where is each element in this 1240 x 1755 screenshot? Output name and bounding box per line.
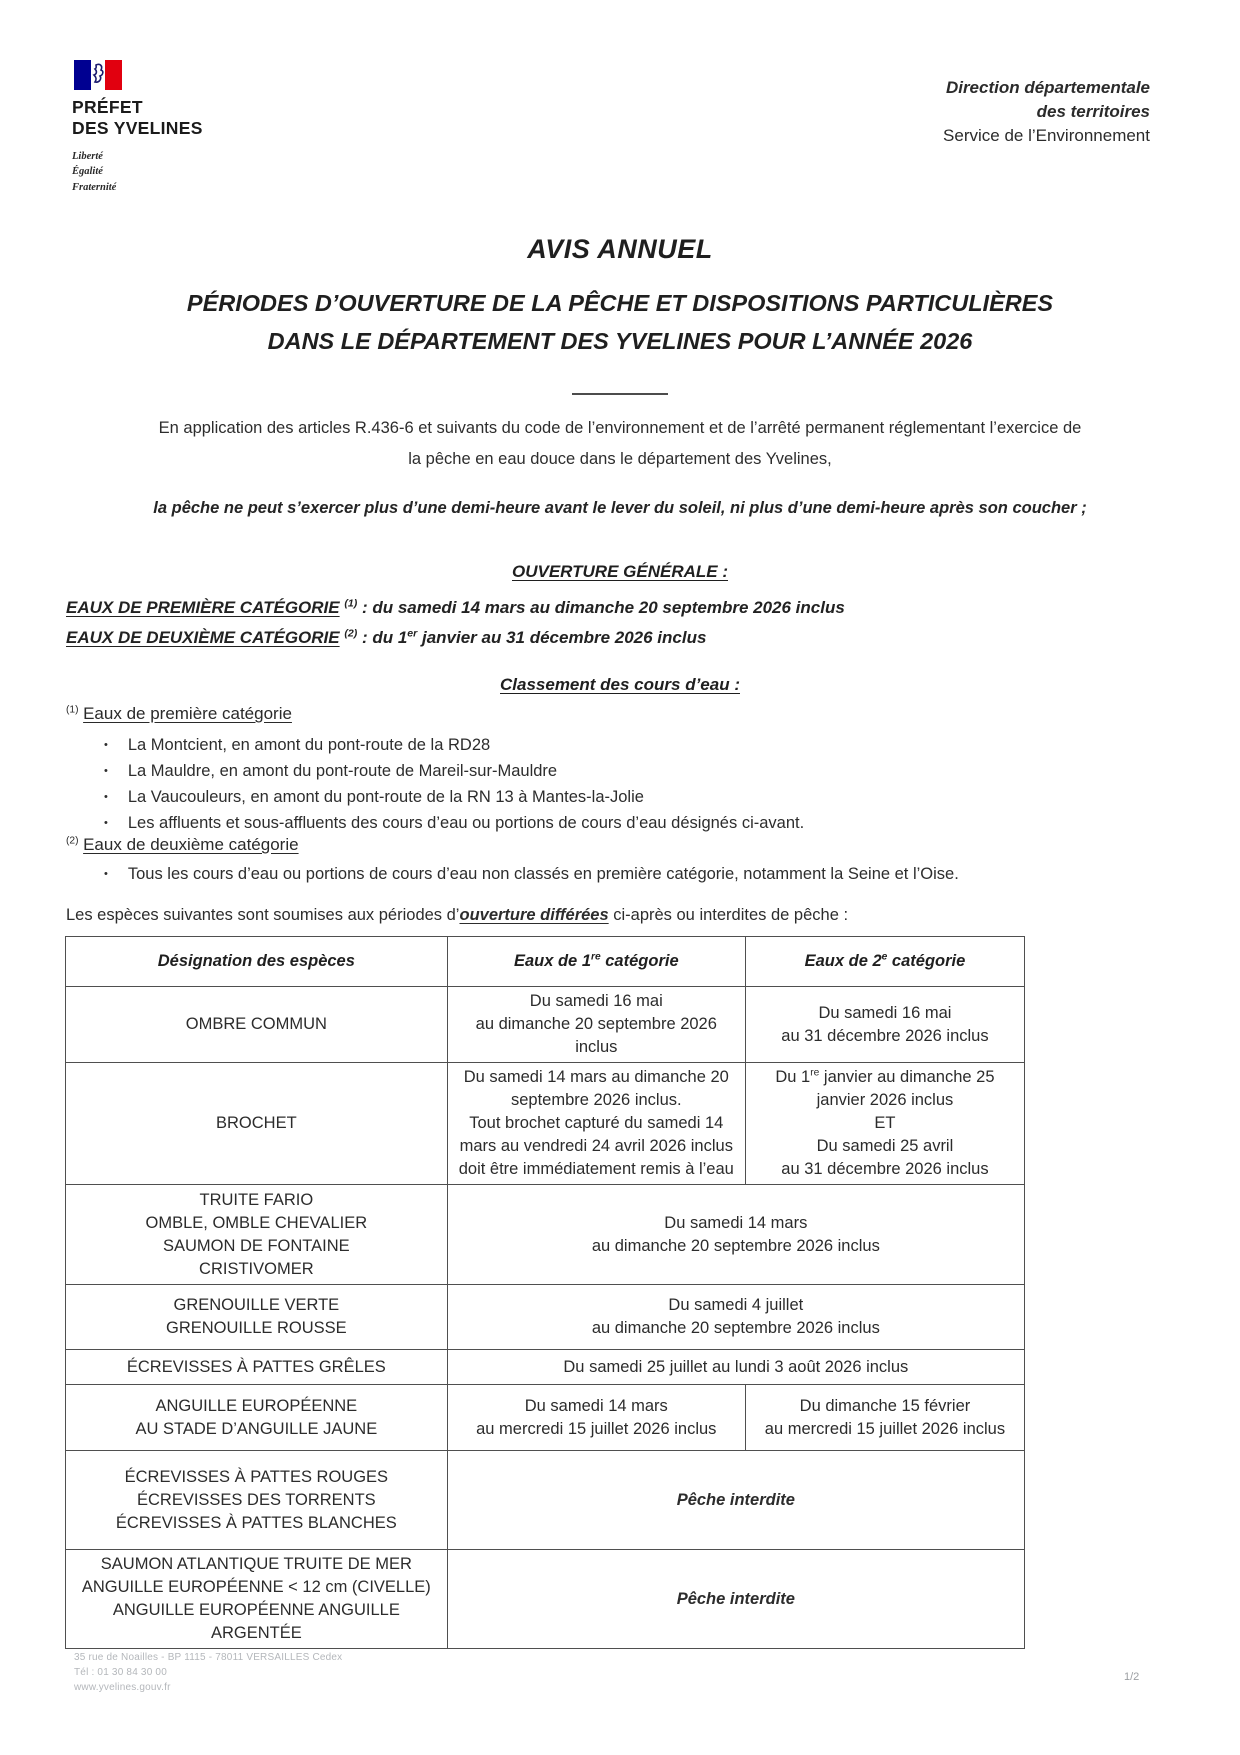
col-header-species: Désignation des espèces bbox=[66, 937, 448, 987]
footer-phone: Tél : 01 30 84 30 00 bbox=[74, 1667, 167, 1678]
direction-line1: Direction départementale bbox=[945, 78, 1150, 97]
cell-species: SAUMON ATLANTIQUE TRUITE DE MER ANGUILLE EUROPÉENNE < 12 cm (CIVELLE) ANGUILLE EUROPÉENNE ANGUILLE ARGENTÉE bbox=[66, 1550, 448, 1649]
document-title: AVIS ANNUEL bbox=[527, 234, 713, 264]
cell-cat1: Du samedi 14 mars au dimanche 20 septembre 2026 inclus. Tout brochet capturé du samedi 14 mars au vendredi 24 avril 2026 inclus doit être immédiatement remis à l’eau bbox=[447, 1063, 745, 1185]
table-header-row bbox=[66, 937, 1025, 987]
section-heading-ouverture: OUVERTURE GÉNÉRALE : bbox=[512, 562, 728, 581]
cell-species: OMBRE COMMUN bbox=[66, 987, 448, 1063]
cell-species: BROCHET bbox=[66, 1063, 448, 1185]
cell-merged-period: Du samedi 14 mars au dimanche 20 septembre 2026 inclus bbox=[447, 1185, 1024, 1285]
logo-prefet-text: PRÉFET bbox=[72, 97, 143, 117]
first-category-river-list bbox=[104, 733, 804, 837]
cell-species: GRENOUILLE VERTE GRENOUILLE ROUSSE bbox=[66, 1285, 448, 1350]
cell-species: TRUITE FARIO OMBLE, OMBLE CHEVALIER SAUMON DE FONTAINE CRISTIVOMER bbox=[66, 1185, 448, 1285]
service-line: Service de l’Environnement bbox=[943, 126, 1150, 146]
first-category-title: Eaux de première catégorie bbox=[83, 704, 292, 723]
general-opening-dates bbox=[66, 593, 845, 654]
cat2-opening-line bbox=[66, 623, 845, 653]
french-flag-icon bbox=[74, 60, 122, 90]
table-row-brochet bbox=[66, 1063, 1025, 1185]
cat2-dates-pre: : du 1 bbox=[357, 628, 408, 648]
col-header-cat1: Eaux de 1re catégorie bbox=[447, 937, 745, 987]
subtitle-line1: PÉRIODES D’OUVERTURE DE LA PÊCHE ET DISPOSITIONS PARTICULIÈRES bbox=[186, 290, 1054, 316]
title-divider-rule bbox=[572, 393, 668, 395]
table-row-grenouille bbox=[66, 1285, 1025, 1350]
cell-cat1: Du samedi 16 mai au dimanche 20 septembre 2026 inclus bbox=[447, 987, 745, 1063]
intro-line1: En application des articles R.436-6 et suivants du code de l’environnement et de l’arrêté permanent réglementant l’exercice de bbox=[158, 419, 1082, 437]
direction-line2: des territoires bbox=[1036, 102, 1150, 122]
footer-website: www.yvelines.gouv.fr bbox=[74, 1682, 171, 1693]
table-row-truite-fario bbox=[66, 1185, 1025, 1285]
list-item: • La Montcient, en amont du pont-route de la RD28 bbox=[104, 733, 804, 759]
cat1-dates: : du samedi 14 mars au dimanche 20 septembre 2026 inclus bbox=[357, 598, 845, 617]
cell-species: ÉCREVISSES À PATTES ROUGES ÉCREVISSES DES TORRENTS ÉCREVISSES À PATTES BLANCHES bbox=[66, 1451, 448, 1550]
col-header-cat2: Eaux de 2e catégorie bbox=[745, 937, 1024, 987]
footnote-ref-1: (1) bbox=[344, 597, 358, 610]
cell-cat2: Du dimanche 15 février au mercredi 15 juillet 2026 inclus bbox=[745, 1385, 1024, 1451]
intro-paragraph bbox=[40, 413, 1200, 474]
marianne-profile-icon bbox=[87, 62, 109, 88]
issuing-service-block bbox=[943, 76, 1150, 148]
cell-merged-period: Du samedi 4 juillet au dimanche 20 septembre 2026 inclus bbox=[447, 1285, 1024, 1350]
cell-cat2: Du samedi 16 mai au 31 décembre 2026 inclus bbox=[745, 987, 1024, 1063]
cell-merged-forbidden: Pêche interdite bbox=[447, 1451, 1024, 1550]
table-row-ecrevisses-rouges bbox=[66, 1451, 1025, 1550]
section-heading-classement: Classement des cours d’eau : bbox=[500, 675, 740, 694]
cat2-dates-post: janvier au 31 décembre 2026 inclus bbox=[417, 628, 707, 648]
list-item: • La Mauldre, en amont du pont-route de Mareil-sur-Mauldre bbox=[104, 759, 804, 785]
species-intro-pre: Les espèces suivantes sont soumises aux périodes d’ bbox=[66, 906, 460, 924]
list-item: • Tous les cours d’eau ou portions de cours d’eau non classés en première catégorie, notamment la Seine et l’Oise. bbox=[104, 862, 959, 888]
cat2-label: EAUX DE DEUXIÈME CATÉGORIE bbox=[66, 628, 340, 648]
first-category-label bbox=[66, 704, 292, 724]
footnote-marker-2: (2) bbox=[66, 835, 79, 847]
list-item: • Les affluents et sous-affluents des cours d’eau ou portions de cours d’eau désignés ci-avant. bbox=[104, 811, 804, 837]
species-intro-post: ci-après ou interdites de pêche : bbox=[608, 906, 849, 924]
document-subtitle bbox=[60, 284, 1180, 360]
logo-department-text: DES YVELINES bbox=[72, 118, 203, 139]
footer-address: 35 rue de Noailles - BP 1115 - 78011 VERSAILLES Cedex bbox=[74, 1652, 343, 1663]
table-row-ecrevisses-greles bbox=[66, 1350, 1025, 1385]
footnote-marker-1: (1) bbox=[66, 704, 79, 716]
flag-white-stripe bbox=[91, 60, 105, 90]
subtitle-line2: DANS LE DÉPARTEMENT DES YVELINES POUR L’ANNÉE 2026 bbox=[267, 328, 973, 355]
species-table bbox=[65, 936, 1025, 1649]
table-row-ombre-commun bbox=[66, 987, 1025, 1063]
table-row-saumon-atlantique bbox=[66, 1550, 1025, 1649]
page-number: 1/2 bbox=[1124, 1671, 1140, 1683]
prefecture-logo bbox=[72, 60, 203, 196]
table-row-anguille-jaune bbox=[66, 1385, 1025, 1451]
second-category-title: Eaux de deuxième catégorie bbox=[83, 835, 299, 854]
footer-contact-block bbox=[74, 1650, 342, 1695]
motto-egalite: Égalité bbox=[72, 166, 103, 178]
cell-species: ÉCREVISSES À PATTES GRÊLES bbox=[66, 1350, 448, 1385]
cat1-label: EAUX DE PREMIÈRE CATÉGORIE bbox=[66, 598, 340, 617]
second-category-river-list bbox=[104, 862, 959, 888]
sunrise-rule-paragraph: la pêche ne peut s’exercer plus d’une demi-heure avant le lever du soleil, ni plus d’une demi-heure après son coucher ; bbox=[153, 499, 1087, 517]
cell-species: ANGUILLE EUROPÉENNE AU STADE D’ANGUILLE JAUNE bbox=[66, 1385, 448, 1451]
ordinal-er: er bbox=[407, 627, 418, 640]
intro-line2: la pêche en eau douce dans le département des Yvelines, bbox=[408, 449, 832, 468]
second-category-label bbox=[66, 835, 299, 855]
footnote-ref-2: (2) bbox=[344, 627, 358, 640]
species-intro-emphasis: ouverture différées bbox=[459, 906, 609, 924]
cell-merged-period: Du samedi 25 juillet au lundi 3 août 2026 inclus bbox=[447, 1350, 1024, 1385]
list-item: • La Vaucouleurs, en amont du pont-route de la RN 13 à Mantes-la-Jolie bbox=[104, 785, 804, 811]
logo-motto bbox=[72, 149, 203, 196]
motto-liberte: Liberté bbox=[72, 150, 103, 162]
motto-fraternite: Fraternité bbox=[72, 182, 117, 194]
species-intro-line bbox=[66, 906, 848, 925]
cell-cat2: Du 1re janvier au dimanche 25 janvier 2026 inclus ET Du samedi 25 avril au 31 décembre 2026 inclus bbox=[745, 1063, 1024, 1185]
cell-merged-forbidden: Pêche interdite bbox=[447, 1550, 1024, 1649]
cat1-opening-line bbox=[66, 593, 845, 623]
cell-cat1: Du samedi 14 mars au mercredi 15 juillet 2026 inclus bbox=[447, 1385, 745, 1451]
